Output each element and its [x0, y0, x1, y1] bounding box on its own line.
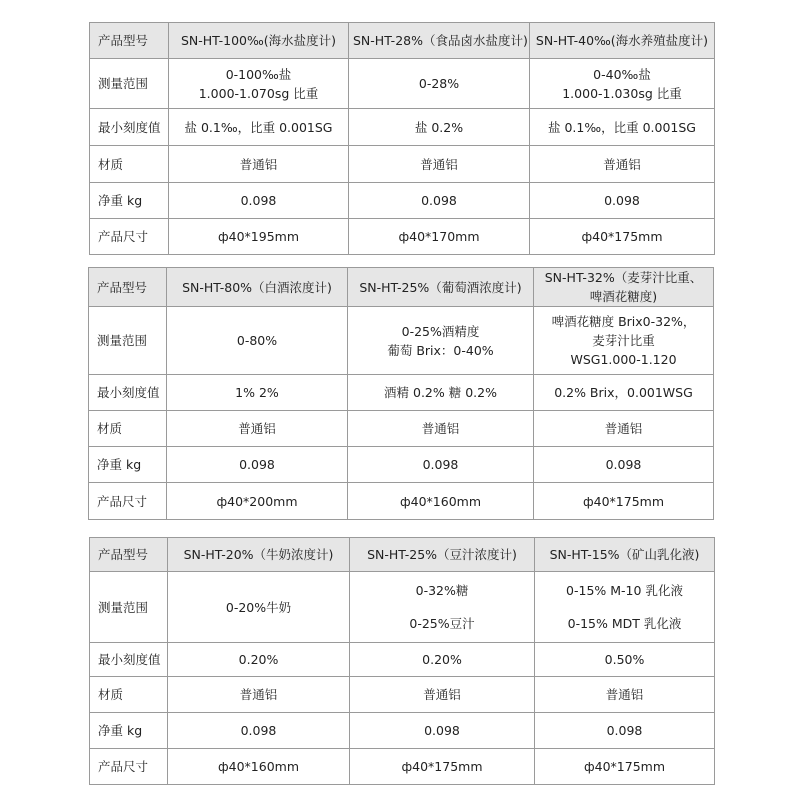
model-name: SN-HT-20%（牛奶浓度计) — [168, 538, 350, 572]
row-label: 净重 kg — [89, 447, 167, 483]
cell-line: 葡萄 Brix：0-40% — [387, 342, 494, 358]
model-name: SN-HT-28%（食品卤水盐度计) — [349, 23, 530, 59]
cell-line: 0-40‰盐 — [593, 66, 651, 82]
model-name — [534, 268, 714, 307]
row-label: 净重 kg — [90, 713, 168, 749]
row-net-weight — [90, 713, 715, 749]
cell: 普通铝 — [534, 411, 714, 447]
cell: 0.098 — [168, 713, 350, 749]
cell — [534, 307, 714, 375]
row-label: 产品尺寸 — [90, 749, 168, 785]
row-label: 产品尺寸 — [89, 483, 167, 520]
cell: 0.50% — [535, 643, 715, 677]
cell: 普通铝 — [169, 146, 349, 183]
cell: ф40*200mm — [167, 483, 348, 520]
model-name-line: 啤酒花糖度) — [589, 289, 658, 304]
row-net-weight — [89, 447, 714, 483]
cell: ф40*175mm — [535, 749, 715, 785]
cell-line: 啤酒花糖度 Brix0-32%， — [551, 314, 696, 329]
cell: 普通铝 — [349, 146, 530, 183]
cell-line: 0-25%酒精度 — [401, 323, 480, 339]
cell-line: 1.000-1.070sg 比重 — [198, 85, 319, 101]
cell-line: 0-28% — [418, 76, 460, 91]
cell: 0.2% Brix，0.001WSG — [534, 375, 714, 411]
cell: 普通铝 — [530, 146, 715, 183]
cell: 盐 0.1‰，比重 0.001SG — [530, 109, 715, 146]
cell: 0.098 — [350, 713, 535, 749]
row-material — [89, 411, 714, 447]
row-measure-range — [90, 59, 715, 109]
row-size — [90, 219, 715, 255]
cell: 1% 2% — [167, 375, 348, 411]
cell-line: 0-15% M-10 乳化液 — [566, 583, 683, 598]
cell: 盐 0.2% — [349, 109, 530, 146]
header-label: 产品型号 — [90, 538, 168, 572]
cell: 0.098 — [530, 183, 715, 219]
model-name: SN-HT-15%（矿山乳化液) — [535, 538, 715, 572]
row-measure-range — [89, 307, 714, 375]
header-row — [90, 538, 715, 572]
row-label: 最小刻度值 — [90, 109, 169, 146]
cell-line: 0-15% MDT 乳化液 — [567, 616, 682, 631]
cell: 0.098 — [167, 447, 348, 483]
cell: 0.098 — [348, 447, 534, 483]
model-name: SN-HT-25%（葡萄酒浓度计) — [348, 268, 534, 307]
cell: 普通铝 — [168, 677, 350, 713]
header-row — [89, 268, 714, 307]
model-name: SN-HT-100‰(海水盐度计) — [169, 23, 349, 59]
cell: 酒精 0.2% 糖 0.2% — [348, 375, 534, 411]
row-size — [89, 483, 714, 520]
cell — [350, 572, 535, 643]
model-name-line: SN-HT-32%（麦芽汁比重、 — [544, 270, 703, 285]
model-name: SN-HT-80%（白酒浓度计) — [167, 268, 348, 307]
row-material — [90, 146, 715, 183]
cell: 0.098 — [169, 183, 349, 219]
cell-line: 0-25%豆汁 — [409, 616, 475, 631]
row-min-scale — [89, 375, 714, 411]
row-label: 最小刻度值 — [90, 643, 168, 677]
row-min-scale — [90, 643, 715, 677]
cell: 0.098 — [349, 183, 530, 219]
cell: 普通铝 — [167, 411, 348, 447]
model-name: SN-HT-25%（豆汁浓度计) — [350, 538, 535, 572]
cell-gap — [354, 600, 530, 614]
row-label: 测量范围 — [89, 307, 167, 375]
cell — [530, 59, 715, 109]
cell-line: 1.000-1.030sg 比重 — [562, 85, 682, 101]
header-label: 产品型号 — [89, 268, 167, 307]
cell: ф40*175mm — [350, 749, 535, 785]
cell: 0.098 — [535, 713, 715, 749]
row-label: 最小刻度值 — [89, 375, 167, 411]
cell: 普通铝 — [348, 411, 534, 447]
row-min-scale — [90, 109, 715, 146]
cell: ф40*175mm — [530, 219, 715, 255]
cell-line: 0-32%糖 — [415, 583, 469, 598]
cell: 普通铝 — [535, 677, 715, 713]
row-label: 产品尺寸 — [90, 219, 169, 255]
row-label: 材质 — [89, 411, 167, 447]
row-measure-range — [90, 572, 715, 643]
cell: 0.20% — [168, 643, 350, 677]
row-label: 测量范围 — [90, 572, 168, 643]
row-net-weight — [90, 183, 715, 219]
spec-table-1 — [89, 22, 715, 255]
row-size — [90, 749, 715, 785]
cell: 0-20%牛奶 — [168, 572, 350, 643]
cell: ф40*160mm — [348, 483, 534, 520]
header-row — [90, 23, 715, 59]
row-label: 测量范围 — [90, 59, 169, 109]
cell: 0.20% — [350, 643, 535, 677]
cell: ф40*170mm — [349, 219, 530, 255]
spec-table-2 — [88, 267, 714, 520]
cell — [535, 572, 715, 643]
cell-line: WSG1.000-1.120 — [570, 352, 677, 367]
model-name: SN-HT-40‰(海水养殖盐度计) — [530, 23, 715, 59]
row-material — [90, 677, 715, 713]
cell: ф40*175mm — [534, 483, 714, 520]
cell: 0-80% — [167, 307, 348, 375]
row-label: 材质 — [90, 146, 169, 183]
cell: 0.098 — [534, 447, 714, 483]
cell-line: 0-100‰盐 — [225, 66, 292, 82]
header-label: 产品型号 — [90, 23, 169, 59]
cell-gap — [539, 600, 710, 614]
cell: 盐 0.1‰，比重 0.001SG — [169, 109, 349, 146]
row-label: 材质 — [90, 677, 168, 713]
spec-table-3 — [89, 537, 715, 785]
cell: 普通铝 — [350, 677, 535, 713]
cell — [349, 59, 530, 109]
cell: ф40*195mm — [169, 219, 349, 255]
cell: ф40*160mm — [168, 749, 350, 785]
row-label: 净重 kg — [90, 183, 169, 219]
cell — [348, 307, 534, 375]
cell-line: 麦芽汁比重 — [592, 333, 655, 348]
cell — [169, 59, 349, 109]
